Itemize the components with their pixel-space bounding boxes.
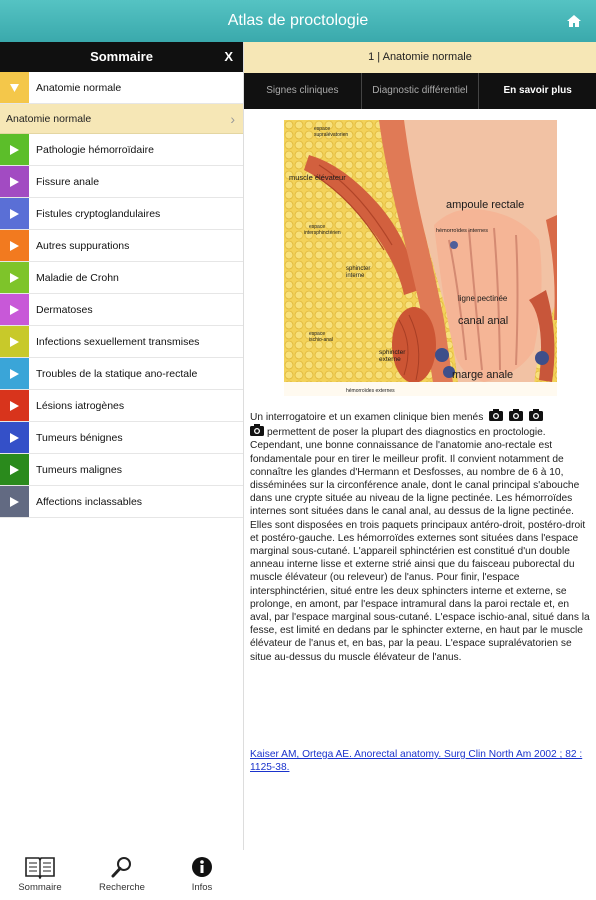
sidebar-item-label: Pathologie hémorroïdaire [36, 143, 154, 156]
svg-text:sphincter: sphincter [379, 349, 406, 356]
sidebar-item-label: Tumeurs bénignes [36, 431, 123, 444]
sidebar-item[interactable] [0, 198, 243, 230]
camera-icon[interactable] [250, 424, 264, 436]
sidebar-item[interactable] [0, 230, 243, 262]
app-header [0, 0, 596, 42]
tab-signes-cliniques[interactable]: Signes cliniques [244, 73, 362, 109]
svg-text:externe: externe [379, 356, 401, 363]
sidebar-item-label: Maladie de Crohn [36, 271, 119, 284]
chevron-right-icon: › [230, 110, 235, 127]
chevron-right-icon [0, 486, 29, 517]
svg-text:hémorroïdes internes: hémorroïdes internes [436, 228, 488, 234]
svg-text:interne: interne [346, 273, 365, 279]
chevron-right-icon [0, 262, 29, 293]
nav-sommaire-label: Sommaire [18, 882, 62, 893]
sidebar-item-label: Anatomie normale [36, 81, 122, 94]
sidebar-item[interactable] [0, 422, 243, 454]
sidebar-item[interactable] [0, 294, 243, 326]
camera-icon[interactable] [489, 409, 503, 421]
chevron-right-icon [0, 454, 29, 485]
nav-recherche[interactable] [92, 855, 152, 893]
anatomy-illustration [284, 120, 557, 396]
sidebar-item-label: Autres suppurations [36, 239, 130, 252]
label-muscle-elevateur: muscle élévateur [289, 173, 346, 182]
svg-text:espace: espace [309, 224, 326, 230]
sidebar-item[interactable] [0, 134, 243, 166]
nav-recherche-label: Recherche [99, 882, 145, 893]
chevron-down-icon [0, 72, 29, 103]
svg-text:espace: espace [314, 126, 331, 132]
chevron-right-icon [0, 134, 29, 165]
sidebar-item[interactable] [0, 454, 243, 486]
svg-text:supralévatorien: supralévatorien [314, 132, 349, 138]
article-body: permettent de poser la plupart des diagnostics en proctologie. Cependant, une bonne connaissance de l'anatomie ano-rectale est fondamentale pour en tirer le meilleur profit. Il convient notamment de connaître les glandes d'Hermann et Desfosses, au nombre de 6 à 10, disséminées sur la circonférence anale, dont le canal principal s'abouche dans une crypte située au niveau de la ligne pectinée. Les hémorroïdes internes sont situées dans le canal anal, au dessus de la ligne pectinée. Elles sont disposées en trois paquets principaux antéro-droit, postéro-droit et postéro-gauche. Les hémorroïdes externes sont situées dans l'espace marginal sous-cutané. L'appareil sphinctérien est constitué d'un double anneau interne lisse et externe strié ainsi que du faisceau puborectal du muscle élévateur (ou releveur) de l'anus. Pour finir, l'espace intersphinctérien, situé entre les deux sphincters interne et externe, se prolonge, en amont, par l'espace intramural dans la paroi rectale et, en aval, par l'espace marginal sous-cutané. L'espace ischio-anal, situé dans la fesse, est limité en dedans par le sphincter externe, en haut par le muscle élévateur de l'anus et, en bas, par la peau. L'espace supralévatorien se situe au-dessus du muscle élévateur de l'anus. [250, 427, 590, 663]
section-title: 1 | Anatomie normale [244, 42, 596, 73]
article-text [250, 409, 592, 664]
content-panel [243, 42, 596, 850]
label-canal-anal: canal anal [458, 315, 509, 327]
sidebar-item[interactable] [0, 72, 243, 104]
sidebar-item-label: Affections inclassables [36, 495, 143, 508]
sidebar-subitem-anatomie-normale[interactable] [0, 104, 243, 134]
sidebar-item[interactable] [0, 358, 243, 390]
chevron-right-icon [0, 294, 29, 325]
sidebar-item-label: Infections sexuellement transmises [36, 335, 200, 348]
article-intro: Un interrogatoire et un examen clinique bien menés [250, 412, 484, 423]
sidebar [0, 42, 243, 850]
svg-text:intersphinctérien: intersphinctérien [304, 230, 341, 236]
reference-link[interactable]: Kaiser AM, Ortega AE. Anorectal anatomy. Surg Clin North Am 2002 ; 82 : 1125-38. [250, 749, 583, 774]
svg-text:sphincter: sphincter [346, 266, 371, 272]
sidebar-header [0, 42, 243, 72]
close-button[interactable]: X [224, 49, 233, 64]
camera-icon[interactable] [529, 409, 543, 421]
app-title: Atlas de proctologie [227, 12, 369, 29]
label-ampoule-rectale: ampoule rectale [446, 199, 525, 211]
sidebar-title: Sommaire [90, 49, 153, 64]
bottom-nav [0, 850, 596, 900]
svg-text:hémorroïdes externes: hémorroïdes externes [346, 388, 395, 394]
book-icon [24, 855, 56, 879]
chevron-right-icon [0, 326, 29, 357]
sidebar-item-label: Fistules cryptoglandulaires [36, 207, 161, 220]
tab-en-savoir-plus[interactable]: En savoir plus [503, 85, 572, 96]
tab-bar [244, 73, 596, 109]
home-icon[interactable] [566, 13, 582, 29]
chevron-right-icon [0, 198, 29, 229]
chevron-right-icon [0, 230, 29, 261]
sidebar-subitem-label: Anatomie normale [6, 112, 92, 125]
sidebar-item-label: Tumeurs malignes [36, 463, 122, 476]
sidebar-item[interactable] [0, 390, 243, 422]
info-icon [190, 855, 214, 879]
nav-sommaire[interactable] [10, 855, 70, 893]
chevron-right-icon [0, 358, 29, 389]
sidebar-item[interactable] [0, 486, 243, 518]
sidebar-item-label: Fissure anale [36, 175, 100, 188]
sidebar-list [0, 72, 243, 518]
svg-text:ischio-anal: ischio-anal [309, 337, 333, 343]
chevron-right-icon [0, 390, 29, 421]
sidebar-item-label: Lésions iatrogènes [36, 399, 125, 412]
search-icon [110, 855, 134, 879]
tab-diagnostic-differentiel[interactable]: Diagnostic différentiel [362, 73, 480, 109]
label-marge-anale: marge anale [452, 369, 514, 381]
chevron-right-icon [0, 166, 29, 197]
svg-text:espace: espace [309, 331, 326, 337]
sidebar-item[interactable] [0, 326, 243, 358]
sidebar-item-label: Dermatoses [36, 303, 93, 316]
chevron-right-icon [0, 422, 29, 453]
sidebar-item[interactable] [0, 166, 243, 198]
label-ligne-pectinee: ligne pectinée [458, 294, 508, 303]
nav-infos-label: Infos [191, 882, 213, 893]
camera-icon[interactable] [509, 409, 523, 421]
sidebar-item[interactable] [0, 262, 243, 294]
sidebar-item-label: Troubles de la statique ano-rectale [36, 367, 198, 380]
nav-infos[interactable] [172, 855, 232, 893]
